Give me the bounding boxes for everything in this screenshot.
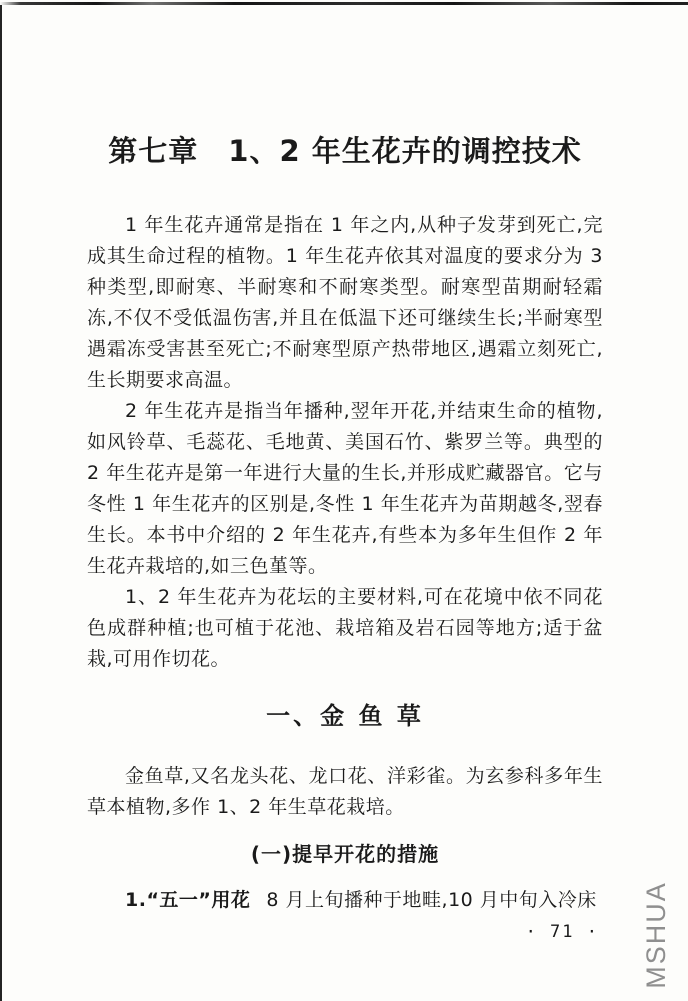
- paragraph-uses: 1、2 年生花卉为花坛的主要材料,可在花境中依不同花色成群种植;也可植于花池、栽培箱及岩石园等地方;适于盆栽,可用作切花。: [87, 586, 603, 670]
- paragraph-biennials-definition: 2 年生花卉是指当年播种,翌年开花,并结束生命的植物,如风铃草、毛蕊花、毛地黄、美国石竹、紫罗兰等。典型的 2 年生花卉是第一年进行大量的生长,并形成贮藏器官。它与冬性 1 年生花卉的区别是,冬性 1 年生花卉为苗期越冬,翌春生长。本书中介绍的 2 年生花卉,有些本为多年生但作 2 年生花卉栽培的,如三色堇等。: [87, 400, 603, 577]
- paragraph-annuals-definition: 1 年生花卉通常是指在 1 年之内,从种子发芽到死亡,完成其生命过程的植物。1 年生花卉依其对温度的要求分为 3 种类型,即耐寒、半耐寒和不耐寒类型。耐寒型苗期耐轻霜冻,不仅不受低温伤害,并且在低温下还可继续生长;半耐寒型遇霜冻受害甚至死亡;不耐寒型原产热带地区,遇霜立刻死亡,生长期要求高温。: [87, 214, 603, 391]
- section-heading-snapdragon: 一、金 鱼 草: [266, 702, 424, 730]
- chapter-title: 第七章 1、2 年生花卉的调控技术: [108, 134, 582, 168]
- paragraph-snapdragon-intro: 金鱼草,又名龙头花、龙口花、洋彩雀。为玄参科多年生草本植物,多作 1、2 年生草花栽培。: [87, 765, 603, 818]
- scan-left-edge-line: [0, 5, 2, 1001]
- subsection-heading-early-flowering: (一)提早开花的措施: [250, 842, 440, 866]
- numbered-item-may-day: [87, 885, 603, 916]
- item-text: 8 月上旬播种于地畦,10 月中旬入冷床: [266, 889, 597, 911]
- page-number: · 71 ·: [525, 922, 599, 942]
- page-content: [87, 0, 603, 942]
- item-lead-label: 1.“五一”用花: [125, 889, 251, 911]
- watermark-mshua: MSHUA: [641, 881, 671, 989]
